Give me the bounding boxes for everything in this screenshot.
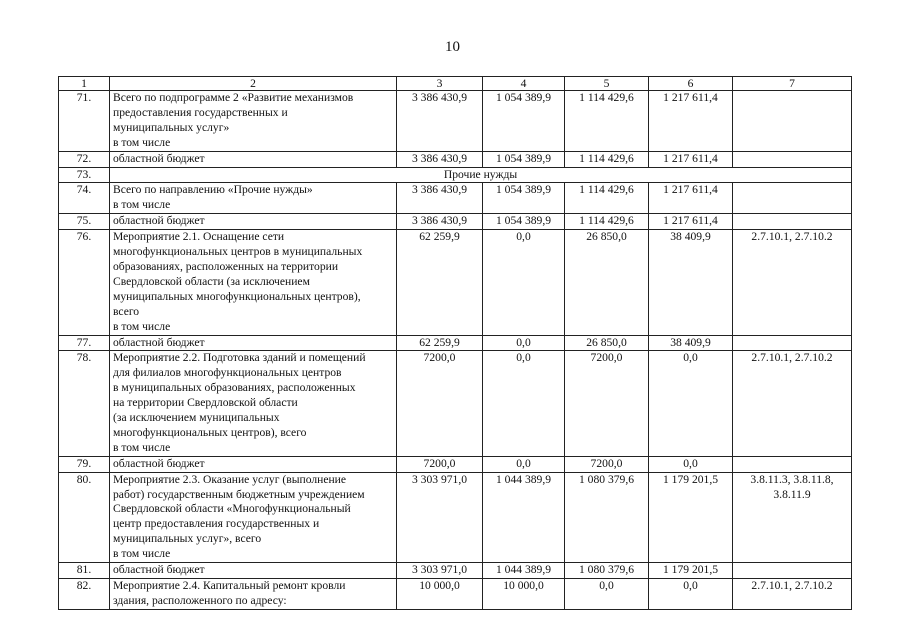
goal-cell	[733, 335, 852, 351]
value-cell-v3: 3 386 430,9	[397, 183, 483, 214]
table-row	[59, 456, 852, 472]
goal-cell	[733, 214, 852, 230]
column-header: 3	[397, 77, 483, 91]
budget-table	[58, 76, 852, 610]
value-cell-v5: 26 850,0	[565, 230, 649, 335]
value-cell-v5: 7200,0	[565, 351, 649, 456]
value-cell-v4: 1 044 389,9	[483, 472, 565, 562]
section-row	[59, 167, 852, 183]
row-name-line: Свердловской области (за исключением	[113, 274, 310, 288]
column-header: 1	[59, 77, 110, 91]
row-name-line: многофункциональных центров в муниципальных	[113, 245, 363, 259]
value-cell-v6: 0,0	[649, 579, 733, 610]
value-cell-v6: 1 179 201,5	[649, 563, 733, 579]
row-name-line: в том числе	[113, 319, 171, 333]
row-name-line: Мероприятие 2.3. Оказание услуг (выполнение	[113, 472, 347, 486]
table-row	[59, 183, 852, 214]
row-name-line: Мероприятие 2.4. Капитальный ремонт кровли	[113, 579, 346, 592]
value-cell-v3: 3 386 430,9	[397, 151, 483, 167]
value-cell-v6: 1 179 201,5	[649, 472, 733, 562]
row-name-line: на территории Свердловской области	[113, 396, 298, 410]
row-name-line: всего	[113, 304, 140, 318]
value-cell-v6: 38 409,9	[649, 335, 733, 351]
column-header: 5	[565, 77, 649, 91]
goal-cell	[733, 183, 852, 214]
row-name	[110, 579, 397, 610]
value-cell-v5: 1 114 429,6	[565, 183, 649, 214]
column-header-row	[59, 77, 852, 91]
value-cell-v3: 3 386 430,9	[397, 91, 483, 152]
value-cell-v5: 1 114 429,6	[565, 91, 649, 152]
goal-cell	[733, 563, 852, 579]
table-row	[59, 351, 852, 456]
row-number: 71.	[59, 91, 110, 152]
goal-cell-line: 3.8.11.9	[773, 487, 811, 501]
row-name	[110, 183, 397, 214]
row-name-line: в том числе	[113, 547, 171, 561]
value-cell-v3: 62 259,9	[397, 230, 483, 335]
section-title: Прочие нужды	[110, 167, 852, 183]
table-row	[59, 579, 852, 610]
value-cell-v3: 3 303 971,0	[397, 472, 483, 562]
row-name	[110, 351, 397, 456]
row-name-line: предоставления государственных и	[113, 105, 288, 119]
value-cell-v4: 0,0	[483, 230, 565, 335]
value-cell-v4: 1 054 389,9	[483, 91, 565, 152]
row-name-line: муниципальных услуг»	[113, 120, 230, 134]
row-name-line: в том числе	[113, 135, 171, 149]
row-name	[110, 230, 397, 335]
value-cell-v6: 1 217 611,4	[649, 91, 733, 152]
column-header: 2	[110, 77, 397, 91]
row-number: 72.	[59, 151, 110, 167]
row-name-line: Мероприятие 2.2. Подготовка зданий и помещений	[113, 351, 366, 365]
row-name-line: областной бюджет	[113, 214, 205, 228]
value-cell-v6: 1 217 611,4	[649, 151, 733, 167]
value-cell-v5: 1 114 429,6	[565, 214, 649, 230]
row-name	[110, 456, 397, 472]
goal-cell	[733, 472, 852, 562]
table-body	[59, 77, 852, 610]
value-cell-v3: 7200,0	[397, 351, 483, 456]
row-name-line: Всего по подпрограмме 2 «Развитие механизмов	[113, 91, 354, 104]
goal-cell: 2.7.10.1, 2.7.10.2	[733, 230, 852, 335]
row-name	[110, 563, 397, 579]
value-cell-v6: 0,0	[649, 351, 733, 456]
value-cell-v4: 1 044 389,9	[483, 563, 565, 579]
column-header: 4	[483, 77, 565, 91]
row-name	[110, 91, 397, 152]
row-name-line: в том числе	[113, 198, 171, 212]
value-cell-v3: 3 303 971,0	[397, 563, 483, 579]
value-cell-v5: 0,0	[565, 579, 649, 610]
row-name-line: муниципальных услуг», всего	[113, 532, 262, 546]
row-name-line: многофункциональных центров), всего	[113, 425, 307, 439]
row-number: 81.	[59, 563, 110, 579]
table-row	[59, 230, 852, 335]
row-name-line: Свердловской области «Многофункциональный	[113, 502, 351, 516]
table-row	[59, 472, 852, 562]
value-cell-v4: 0,0	[483, 351, 565, 456]
row-name-line: в муниципальных образованиях, расположенных	[113, 381, 356, 395]
row-name-line: центр предоставления государственных и	[113, 517, 320, 531]
row-number: 73.	[59, 167, 110, 183]
value-cell-v5: 26 850,0	[565, 335, 649, 351]
value-cell-v4: 0,0	[483, 456, 565, 472]
goal-cell	[733, 91, 852, 152]
value-cell-v5: 1 080 379,6	[565, 472, 649, 562]
row-name-line: областной бюджет	[113, 563, 205, 577]
value-cell-v3: 62 259,9	[397, 335, 483, 351]
value-cell-v4: 1 054 389,9	[483, 183, 565, 214]
row-number: 76.	[59, 230, 110, 335]
row-name	[110, 214, 397, 230]
row-name-line: в том числе	[113, 440, 171, 454]
row-name	[110, 472, 397, 562]
row-number: 75.	[59, 214, 110, 230]
table-row	[59, 335, 852, 351]
value-cell-v4: 1 054 389,9	[483, 214, 565, 230]
goal-cell	[733, 456, 852, 472]
goal-cell: 2.7.10.1, 2.7.10.2	[733, 579, 852, 610]
goal-cell-line: 3.8.11.3, 3.8.11.8,	[750, 472, 834, 486]
row-number: 78.	[59, 351, 110, 456]
goal-cell: 2.7.10.1, 2.7.10.2	[733, 351, 852, 456]
value-cell-v6: 1 217 611,4	[649, 183, 733, 214]
row-name-line: образованиях, расположенных на территории	[113, 259, 339, 273]
value-cell-v4: 10 000,0	[483, 579, 565, 610]
row-name-line: областной бюджет	[113, 335, 205, 349]
value-cell-v6: 38 409,9	[649, 230, 733, 335]
row-number: 82.	[59, 579, 110, 610]
row-name-line: Мероприятие 2.1. Оснащение сети	[113, 230, 285, 244]
row-name-line: здания, расположенного по адресу:	[113, 593, 287, 607]
row-name-line: работ) государственным бюджетным учреждением	[113, 487, 365, 501]
value-cell-v3: 10 000,0	[397, 579, 483, 610]
value-cell-v4: 1 054 389,9	[483, 151, 565, 167]
goal-cell	[733, 151, 852, 167]
column-header: 7	[733, 77, 852, 91]
value-cell-v3: 3 386 430,9	[397, 214, 483, 230]
row-number: 74.	[59, 183, 110, 214]
column-header: 6	[649, 77, 733, 91]
value-cell-v6: 1 217 611,4	[649, 214, 733, 230]
value-cell-v5: 1 080 379,6	[565, 563, 649, 579]
row-name-line: для филиалов многофункциональных центров	[113, 366, 342, 380]
value-cell-v4: 0,0	[483, 335, 565, 351]
row-number: 79.	[59, 456, 110, 472]
row-name-line: (за исключением муниципальных	[113, 411, 280, 425]
page-number: 10	[445, 39, 460, 55]
row-name-line: Всего по направлению «Прочие нужды»	[113, 183, 313, 197]
row-name-line: областной бюджет	[113, 151, 205, 165]
row-number: 80.	[59, 472, 110, 562]
table-row	[59, 214, 852, 230]
row-name-line: областной бюджет	[113, 456, 205, 470]
table-row	[59, 563, 852, 579]
row-name-line: муниципальных многофункциональных центров),	[113, 289, 361, 303]
value-cell-v5: 7200,0	[565, 456, 649, 472]
value-cell-v5: 1 114 429,6	[565, 151, 649, 167]
row-name	[110, 335, 397, 351]
value-cell-v3: 7200,0	[397, 456, 483, 472]
table-row	[59, 151, 852, 167]
row-number: 77.	[59, 335, 110, 351]
table-row	[59, 91, 852, 152]
row-name	[110, 151, 397, 167]
value-cell-v6: 0,0	[649, 456, 733, 472]
